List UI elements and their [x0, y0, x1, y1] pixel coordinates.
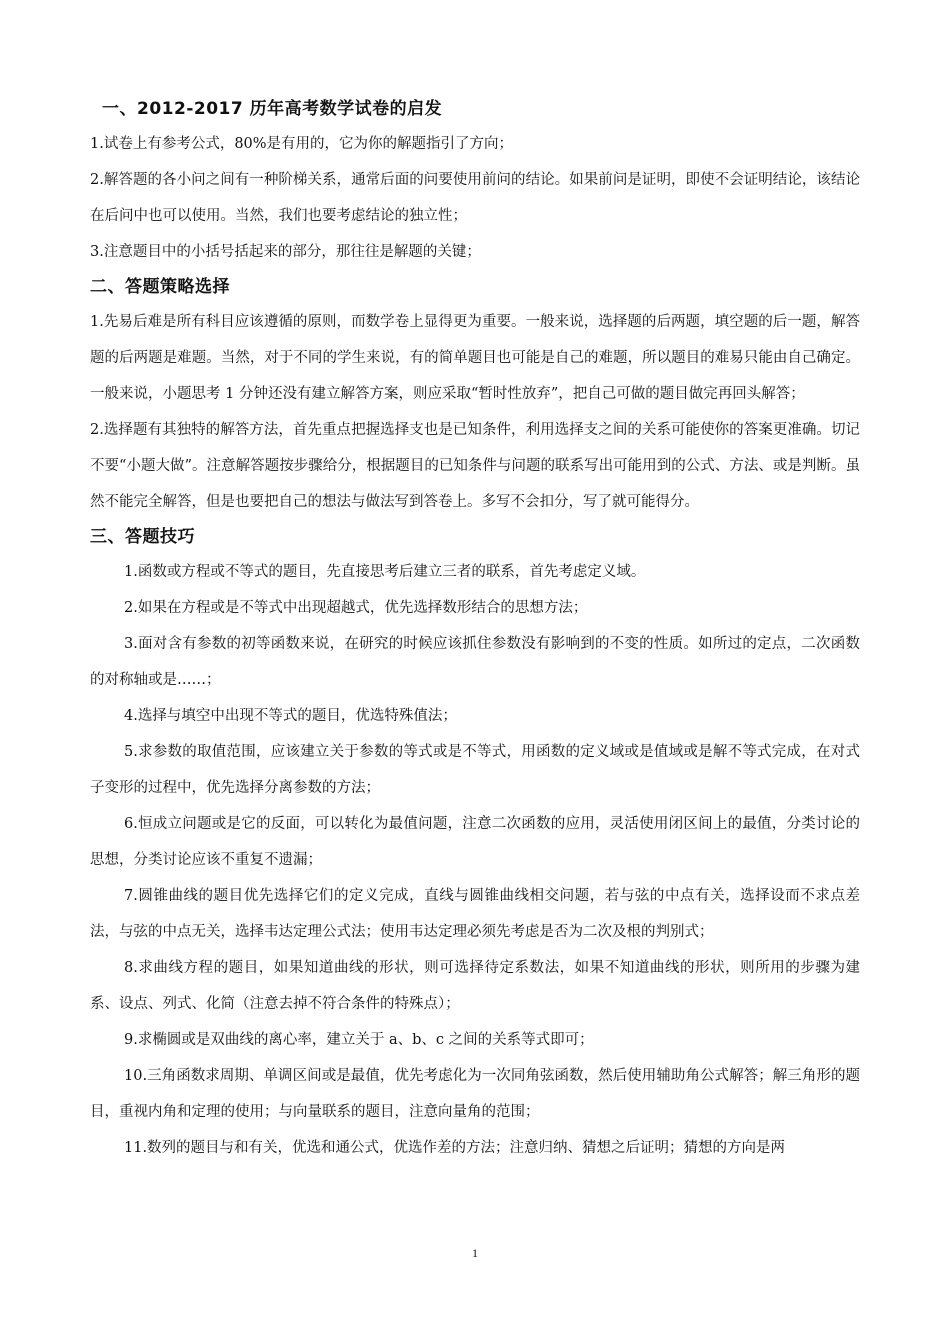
paragraph: 2.解答题的各小问之间有一种阶梯关系，通常后面的问要使用前问的结论。如果前问是证明，即使不会证明结论，该结论在后问中也可以使用。当然，我们也要考虑结论的独立性；: [90, 172, 860, 224]
paragraph: 4.选择与填空中出现不等式的题目，优选特殊值法；: [124, 708, 457, 724]
paragraph: 2.选择题有其独特的解答方法，首先重点把握选择支也是已知条件，利用选择支之间的关系可能使你的答案更准确。切记不要“小题大做”。注意解答题按步骤给分，根据题目的已知条件与问题的联系写出可能用到的公式、方法、或是判断。虽然不能完全解答，但是也要把自己的想法与做法写到答卷上。多写不会扣分，写了就可能得分。: [90, 422, 860, 510]
paragraph: 5.求参数的取值范围，应该建立关于参数的等式或是不等式，用函数的定义域或是值域或是解不等式完成，在对式子变形的过程中，优先选择分离参数的方法；: [90, 744, 860, 796]
paragraph: 3.注意题目中的小括号括起来的部分，那往往是解题的关键；: [90, 244, 481, 260]
section-strategy: [90, 270, 860, 520]
section-exam-insights: [90, 92, 860, 270]
paragraph: 10.三角函数求周期、单调区间或是最值，优先考虑化为一次同角弦函数，然后使用辅助角公式解答；解三角形的题目，重视内角和定理的使用；与向量联系的题目，注意向量角的范围；: [90, 1068, 860, 1120]
section-techniques: [90, 520, 860, 1166]
paragraph: 3.面对含有参数的初等函数来说，在研究的时候应该抓住参数没有影响到的不变的性质。如所过的定点，二次函数的对称轴或是……；: [90, 636, 860, 688]
paragraph: 11.数列的题目与和有关，优选和通公式，优选作差的方法；注意归纳、猜想之后证明；猜想的方向是两: [124, 1140, 786, 1156]
page-number: 1: [472, 1246, 478, 1260]
section-heading: 一、2012-2017 历年高考数学试卷的启发: [102, 99, 443, 119]
section-heading: 三、答题技巧: [90, 527, 195, 547]
paragraph: 8.求曲线方程的题目，如果知道曲线的形状，则可选择待定系数法，如果不知道曲线的形状，则所用的步骤为建系、设点、列式、化简（注意去掉不符合条件的特殊点）；: [90, 960, 860, 1012]
paragraph: 1.函数或方程或不等式的题目，先直接思考后建立三者的联系，首先考虑定义域。: [124, 564, 646, 580]
paragraph: 2.如果在方程或是不等式中出现超越式，优先选择数形结合的思想方法；: [124, 600, 588, 616]
paragraph: 1.试卷上有参考公式，80%是有用的，它为你的解题指引了方向；: [90, 136, 514, 152]
paragraph: 6.恒成立问题或是它的反面，可以转化为最值问题，注意二次函数的应用，灵活使用闭区间上的最值，分类讨论的思想，分类讨论应该不重复不遗漏；: [90, 816, 860, 868]
paragraph: 7.圆锥曲线的题目优先选择它们的定义完成，直线与圆锥曲线相交问题，若与弦的中点有关，选择设而不求点差法，与弦的中点无关，选择韦达定理公式法；使用韦达定理必须先考虑是否为二次及根的判别式；: [90, 888, 860, 940]
paragraph: 9.求椭圆或是双曲线的离心率，建立关于 a、b、c 之间的关系等式即可；: [124, 1032, 594, 1048]
document-body: [90, 92, 860, 1166]
paragraph: 1.先易后难是所有科目应该遵循的原则，而数学卷上显得更为重要。一般来说，选择题的后两题，填空题的后一题，解答题的后两题是难题。当然，对于不同的学生来说，有的简单题目也可能是自己的难题，所以题目的难易只能由自己确定。一般来说，小题思考 1 分钟还没有建立解答方案，则应采取“暂时性放弃”，把自己可做的题目做完再回头解答；: [90, 314, 860, 402]
section-heading: 二、答题策略选择: [90, 277, 230, 297]
